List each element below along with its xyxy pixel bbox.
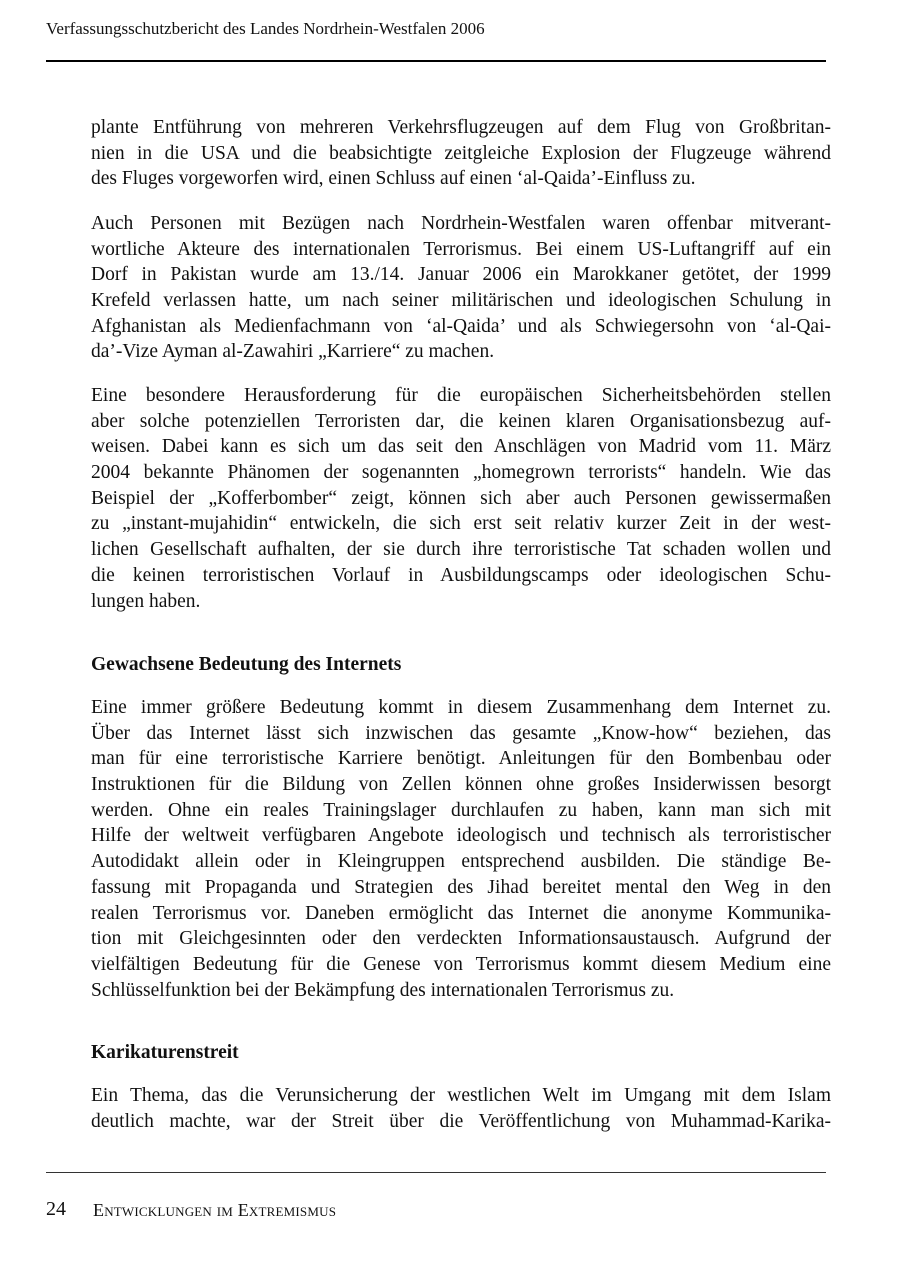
paragraph-line: Autodidakt allein oder in Kleingruppen entsprechend ausbilden. Die ständige Be- xyxy=(91,851,831,873)
paragraph-line: Hilfe der weltweit verfügbaren Angebote ideologisch und technisch als terroristischer xyxy=(91,825,831,847)
paragraph-5 xyxy=(91,1083,831,1134)
paragraph-line: Über das Internet lässt sich inzwischen das gesamte „Know-how“ beziehen, das xyxy=(91,722,831,744)
paragraph-line: man für eine terroristische Karriere benötigt. Anleitungen für den Bombenbau oder xyxy=(91,748,831,770)
paragraph-line: realen Terrorismus vor. Daneben ermöglicht das Internet die anonyme Kommunika- xyxy=(91,902,831,924)
header-rule xyxy=(46,60,826,62)
footer-section-title: Entwicklungen im Extremismus xyxy=(93,1200,337,1220)
paragraph-line: fassung mit Propaganda und Strategien des Jihad bereitet mental den Weg in den xyxy=(91,876,831,898)
paragraph-1 xyxy=(91,115,831,192)
paragraph-2 xyxy=(91,211,831,365)
paragraph-line: lungen haben. xyxy=(91,590,201,612)
paragraph-line: Dorf in Pakistan wurde am 13./14. Januar 2006 ein Marokkaner getötet, der 1999 xyxy=(91,264,831,286)
paragraph-line: weisen. Dabei kann es sich um das seit den Anschlägen von Madrid vom 11. März xyxy=(91,436,831,458)
paragraph-line: 2004 bekannte Phänomen der sogenannten „homegrown terrorists“ handeln. Wie das xyxy=(91,462,831,484)
paragraph-line: des Fluges vorgeworfen wird, einen Schluss auf einen ‘al-Qaida’-Einfluss zu. xyxy=(91,168,696,190)
footer-rule xyxy=(46,1172,826,1173)
paragraph-line: die keinen terroristischen Vorlauf in Ausbildungscamps oder ideologischen Schu- xyxy=(91,564,831,586)
paragraph-line: plante Entführung von mehreren Verkehrsflugzeugen auf dem Flug von Großbritan- xyxy=(91,117,831,138)
paragraph-line: Schlüsselfunktion bei der Bekämpfung des internationalen Terrorismus zu. xyxy=(91,979,675,1001)
paragraph-line: Instruktionen für die Bildung von Zellen können ohne großes Insiderwissen besorgt xyxy=(91,774,831,796)
page-number: 24 xyxy=(46,1198,66,1220)
paragraph-line: Auch Personen mit Bezügen nach Nordrhein-Westfalen waren offenbar mitverant- xyxy=(91,213,831,234)
section-heading-internet: Gewachsene Bedeutung des Internets xyxy=(91,654,402,675)
paragraph-line: Eine besondere Herausforderung für die europäischen Sicherheitsbehörden stellen xyxy=(91,385,831,406)
paragraph-line: Afghanistan als Medienfachmann von ‘al-Qaida’ und als Schwiegersohn von ‘al-Qai- xyxy=(91,315,831,337)
paragraph-line: Eine immer größere Bedeutung kommt in diesem Zusammenhang dem Internet zu. xyxy=(91,697,831,718)
paragraph-line: zu „instant-mujahidin“ entwickeln, die sich erst seit relativ kurzer Zeit in der west- xyxy=(91,513,831,535)
paragraph-line: Ein Thema, das die Verunsicherung der westlichen Welt im Umgang mit dem Islam xyxy=(91,1085,831,1106)
paragraph-line: vielfältigen Bedeutung für die Genese von Terrorismus kommt diesem Medium eine xyxy=(91,953,831,975)
paragraph-line: Beispiel der „Kofferbomber“ zeigt, können sich aber auch Personen gewissermaßen xyxy=(91,487,831,509)
running-header: Verfassungsschutzbericht des Landes Nordrhein-Westfalen 2006 xyxy=(46,19,485,38)
paragraph-line: tion mit Gleichgesinnten oder den verdeckten Informationsaustausch. Aufgrund der xyxy=(91,928,831,950)
paragraph-line: Krefeld verlassen hatte, um nach seiner militärischen und ideologischen Schulung in xyxy=(91,290,831,312)
paragraph-line: aber solche potenziellen Terroristen dar, die keinen klaren Organisationsbezug auf- xyxy=(91,410,831,432)
paragraph-line: da’-Vize Ayman al-Zawahiri „Karriere“ zu machen. xyxy=(91,341,495,363)
paragraph-4 xyxy=(91,695,831,1003)
paragraph-line: lichen Gesellschaft aufhalten, der sie durch ihre terroristische Tat schaden wollen und xyxy=(91,539,831,561)
paragraph-line: deutlich machte, war der Streit über die Veröffentlichung von Muhammad-Karika- xyxy=(91,1110,831,1132)
paragraph-line: nien in die USA und die beabsichtigte zeitgleiche Explosion der Flugzeuge während xyxy=(91,142,831,164)
paragraph-line: wortliche Akteure des internationalen Terrorismus. Bei einem US-Luftangriff auf ein xyxy=(91,238,831,260)
paragraph-line: werden. Ohne ein reales Trainingslager durchlaufen zu haben, kann man sich mit xyxy=(91,799,831,821)
paragraph-3 xyxy=(91,383,831,614)
section-heading-karikaturenstreit: Karikaturenstreit xyxy=(91,1042,239,1063)
